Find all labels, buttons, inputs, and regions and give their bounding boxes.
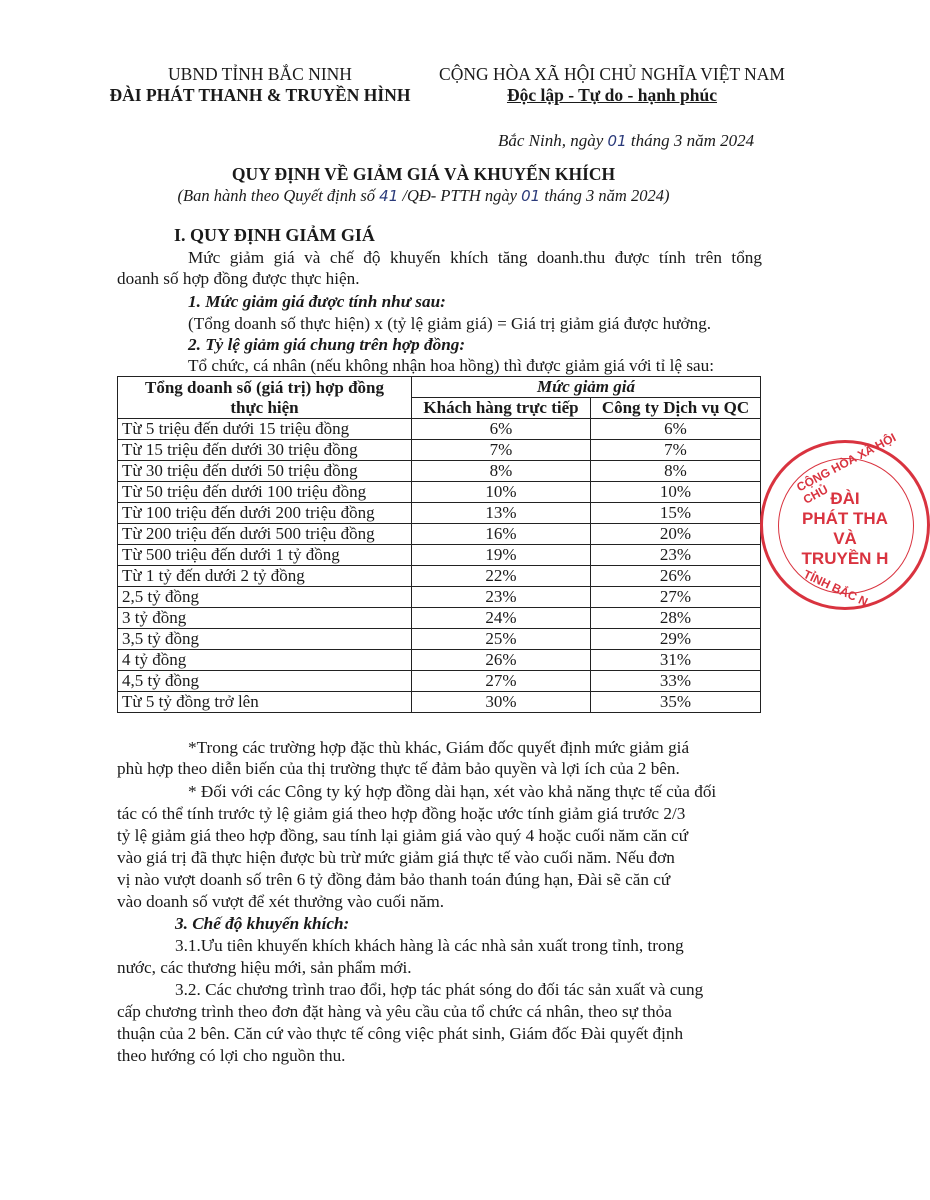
table-row (118, 629, 761, 650)
revenue-range-cell: 3 tỷ đồng (118, 608, 412, 629)
direct-customer-rate-cell: 25% (412, 629, 591, 650)
col-revenue-header-line1: Tổng doanh số (giá trị) hợp đồng (145, 377, 384, 397)
note-2-line2: tác có thể tính trước tỷ lệ giảm giá theo hợp đồng hoặc ước tính giảm giá trước 2/3 (117, 804, 686, 823)
subsection-1-heading: 1. Mức giảm giá được tính như sau: (188, 292, 446, 311)
revenue-range-cell: Từ 5 tỷ đồng trở lên (118, 692, 412, 713)
direct-customer-rate-cell: 16% (412, 524, 591, 545)
direct-customer-rate-cell: 30% (412, 692, 591, 713)
direct-customer-rate-cell: 26% (412, 650, 591, 671)
note-2-line1: * Đối với các Công ty ký hợp đồng dài hạn, xét vào khả năng thực tế của đối (188, 782, 717, 801)
subtitle-mid: /QĐ- PTTH ngày (402, 186, 517, 205)
revenue-range-cell: Từ 100 triệu đến dưới 200 triệu đồng (118, 503, 412, 524)
direct-customer-rate-cell: 13% (412, 503, 591, 524)
issue-date-suffix: tháng 3 năm 2024 (630, 131, 755, 150)
subtitle-suffix: tháng 3 năm 2024) (544, 186, 670, 205)
table-row (118, 524, 761, 545)
table-row (118, 671, 761, 692)
table-row (118, 608, 761, 629)
agency-rate-cell: 7% (591, 440, 761, 461)
table-header-row (118, 377, 761, 398)
issue-date-prefix: Bắc Ninh, ngày (498, 131, 604, 150)
document-title: QUY ĐỊNH VỀ GIẢM GIÁ VÀ KHUYẾN KHÍCH (231, 164, 616, 184)
agency-parent: UBND TỈNH BẮC NINH (168, 64, 352, 84)
subsection-2-intro: Tổ chức, cá nhân (nếu không nhận hoa hồng) thì được giảm giá với tỉ lệ sau: (188, 356, 715, 375)
subtitle-decision-number: 41 (379, 187, 399, 205)
section-3-p2-line3: thuận của 2 bên. Căn cứ vào thực tế công việc phát sinh, Giám đốc Đài quyết định (117, 1024, 684, 1043)
table-row (118, 692, 761, 713)
section-3-p2-line2: cấp chương trình theo đơn đặt hàng và yêu cầu của tổ chức cá nhân, theo sự thỏa (117, 1002, 672, 1021)
col-direct-header: Khách hàng trực tiếp (412, 398, 591, 419)
direct-customer-rate-cell: 23% (412, 587, 591, 608)
document-subtitle (100, 186, 747, 206)
note-2-line3: tỷ lệ giảm giá theo hợp đồng, sau tính lại giảm giá vào quý 4 hoặc cuối năm căn cứ (117, 826, 689, 845)
subtitle-prefix: (Ban hành theo Quyết định số (177, 186, 376, 205)
table-row (118, 419, 761, 440)
agency-rate-cell: 27% (591, 587, 761, 608)
revenue-range-cell: Từ 1 tỷ đến dưới 2 tỷ đồng (118, 566, 412, 587)
section-3-p2-line4: theo hướng có lợi cho nguồn thu. (117, 1046, 346, 1065)
section-1-heading: I. QUY ĐỊNH GIẢM GIÁ (174, 225, 375, 245)
seal-line-3: VÀ (833, 529, 857, 548)
revenue-range-cell: Từ 15 triệu đến dưới 30 triệu đồng (118, 440, 412, 461)
agency-rate-cell: 8% (591, 461, 761, 482)
col-revenue-header-line2: thực hiện (230, 397, 299, 417)
col-agency-header: Công ty Dịch vụ QC (591, 398, 761, 419)
section-3-p1-line1: 3.1.Ưu tiên khuyến khích khách hàng là các nhà sản xuất trong tỉnh, trong (175, 936, 684, 955)
section-3-heading: 3. Chế độ khuyến khích: (175, 914, 350, 933)
table-row (118, 440, 761, 461)
seal-line-1: ĐÀI (830, 489, 860, 508)
agency-rate-cell: 35% (591, 692, 761, 713)
direct-customer-rate-cell: 7% (412, 440, 591, 461)
table-row (118, 503, 761, 524)
table-row (118, 482, 761, 503)
note-2-line4: vào giá trị đã thực hiện được bù trừ mức giảm giá thực tế vào cuối năm. Nếu đơn (117, 848, 675, 867)
direct-customer-rate-cell: 8% (412, 461, 591, 482)
issue-date-day: 01 (607, 132, 627, 150)
seal-arc-top: CỘNG HÒA XÃ HỘI CHỦ (794, 430, 899, 507)
discount-formula: (Tổng doanh số thực hiện) x (tỷ lệ giảm giá) = Giá trị giảm giá được hưởng. (188, 314, 712, 333)
revenue-range-cell: 4 tỷ đồng (118, 650, 412, 671)
seal-line-4: TRUYỀN H (801, 549, 889, 568)
note-2-line6: vào doanh số vượt để xét thưởng vào cuối năm. (117, 892, 445, 911)
note-2-line5: vị nào vượt doanh số trên 6 tỷ đồng đảm bảo thanh toán đúng hạn, Đài sẽ căn cứ (117, 870, 671, 889)
revenue-range-cell: Từ 5 triệu đến dưới 15 triệu đồng (118, 419, 412, 440)
agency-rate-cell: 26% (591, 566, 761, 587)
revenue-range-cell: Từ 200 triệu đến dưới 500 triệu đồng (118, 524, 412, 545)
subtitle-day: 01 (521, 187, 541, 205)
revenue-range-cell: 3,5 tỷ đồng (118, 629, 412, 650)
nation-motto (432, 85, 792, 105)
revenue-range-cell: 2,5 tỷ đồng (118, 587, 412, 608)
seal-arc-bottom: TỈNH BẮC N (801, 567, 871, 609)
col-revenue-header (118, 377, 412, 419)
agency-name: ĐÀI PHÁT THANH & TRUYỀN HÌNH (109, 85, 411, 105)
revenue-range-cell: Từ 500 triệu đến dưới 1 tỷ đồng (118, 545, 412, 566)
section-1-intro-line1: Mức giảm giá và chế độ khuyến khích tăng doanh.thu được tính trên tổng (188, 248, 762, 267)
section-1-intro-line2: doanh số hợp đồng được thực hiện. (117, 269, 360, 288)
nation-name: CỘNG HÒA XÃ HỘI CHỦ NGHĨA VIỆT NAM (439, 64, 785, 84)
note-1-line1: *Trong các trường hợp đặc thù khác, Giám đốc quyết định mức giảm giá (188, 738, 690, 757)
agency-rate-cell: 23% (591, 545, 761, 566)
direct-customer-rate-cell: 10% (412, 482, 591, 503)
table-row (118, 461, 761, 482)
direct-customer-rate-cell: 6% (412, 419, 591, 440)
seal-line-2: PHÁT THA (802, 509, 888, 528)
table-row (118, 650, 761, 671)
nation-motto-text: Độc lập - Tự do - hạnh phúc (506, 85, 718, 105)
direct-customer-rate-cell: 24% (412, 608, 591, 629)
discount-rate-table (117, 376, 761, 713)
table-row (118, 587, 761, 608)
table-row (118, 566, 761, 587)
section-3-p1-line2: nước, các thương hiệu mới, sản phẩm mới. (117, 958, 412, 977)
direct-customer-rate-cell: 19% (412, 545, 591, 566)
agency-rate-cell: 31% (591, 650, 761, 671)
official-seal-stamp (760, 430, 930, 610)
agency-rate-cell: 6% (591, 419, 761, 440)
discount-group-header: Mức giảm giá (412, 377, 761, 398)
direct-customer-rate-cell: 22% (412, 566, 591, 587)
agency-rate-cell: 20% (591, 524, 761, 545)
agency-rate-cell: 10% (591, 482, 761, 503)
table-row (118, 545, 761, 566)
agency-rate-cell: 15% (591, 503, 761, 524)
revenue-range-cell: Từ 30 triệu đến dưới 50 triệu đồng (118, 461, 412, 482)
agency-rate-cell: 33% (591, 671, 761, 692)
subsection-2-heading: 2. Tỷ lệ giảm giá chung trên hợp đồng: (188, 335, 466, 354)
direct-customer-rate-cell: 27% (412, 671, 591, 692)
revenue-range-cell: Từ 50 triệu đến dưới 100 triệu đồng (118, 482, 412, 503)
agency-rate-cell: 29% (591, 629, 761, 650)
agency-rate-cell: 28% (591, 608, 761, 629)
issue-date (498, 131, 754, 151)
note-1-line2: phù hợp theo diễn biến của thị trường thực tế đảm bảo quyền và lợi ích của 2 bên. (117, 759, 680, 778)
section-3-p2-line1: 3.2. Các chương trình trao đổi, hợp tác phát sóng do đối tác sản xuất và cung (175, 980, 704, 999)
revenue-range-cell: 4,5 tỷ đồng (118, 671, 412, 692)
